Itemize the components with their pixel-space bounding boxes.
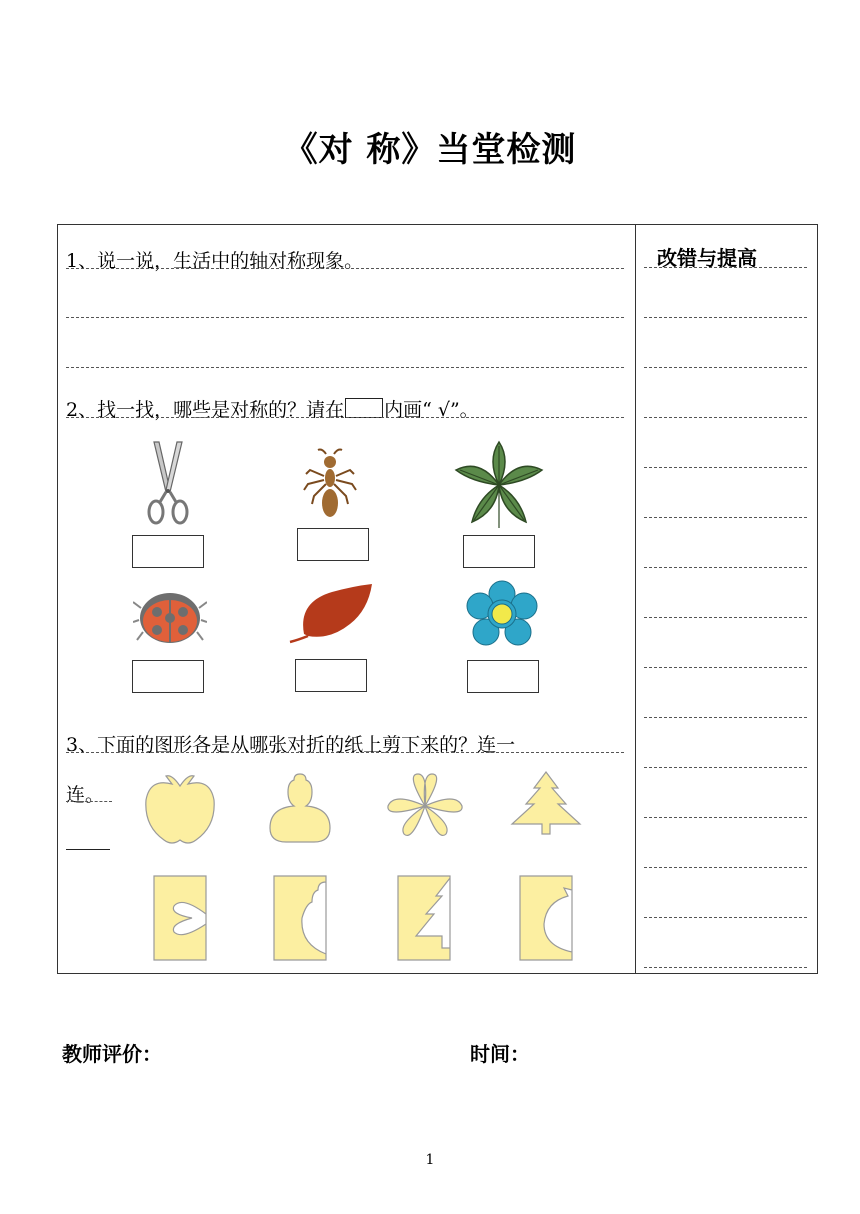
ladybug-icon bbox=[133, 588, 207, 644]
answer-line bbox=[66, 317, 624, 318]
answer-checkbox[interactable] bbox=[132, 660, 204, 693]
side-line bbox=[644, 367, 807, 368]
teacher-evaluation-label: 教师评价： bbox=[62, 1042, 162, 1066]
ant-icon bbox=[302, 448, 358, 520]
answer-checkbox[interactable] bbox=[467, 660, 539, 693]
side-line bbox=[644, 467, 807, 468]
page-number: 1 bbox=[425, 1152, 435, 1168]
side-line bbox=[644, 667, 807, 668]
answer-checkbox[interactable] bbox=[132, 535, 204, 568]
answer-line bbox=[66, 417, 624, 418]
question-1: 1、说一说，生活中的轴对称现象。 bbox=[66, 250, 364, 272]
tree-shape bbox=[508, 770, 584, 836]
side-line bbox=[644, 517, 807, 518]
apple-shape bbox=[142, 772, 218, 846]
check-box-example bbox=[345, 398, 383, 418]
side-line bbox=[644, 917, 807, 918]
side-line bbox=[644, 717, 807, 718]
question-3-continued: 连。 bbox=[66, 784, 105, 806]
answer-line bbox=[66, 268, 624, 269]
question-2-text: 2、找一找，哪些是对称的？请在 bbox=[66, 399, 345, 421]
half-gourd-paper bbox=[272, 874, 328, 962]
half-clover-paper bbox=[152, 874, 208, 962]
time-label: 时间： bbox=[470, 1042, 530, 1066]
clover-shape bbox=[384, 772, 466, 842]
side-line bbox=[644, 417, 807, 418]
side-line bbox=[644, 267, 807, 268]
answer-line bbox=[66, 752, 624, 753]
column-divider bbox=[635, 224, 636, 974]
answer-checkbox[interactable] bbox=[297, 528, 369, 561]
side-line bbox=[644, 817, 807, 818]
scissors-icon bbox=[140, 440, 196, 526]
half-apple-paper bbox=[518, 874, 574, 962]
red-leaf-icon bbox=[288, 582, 374, 646]
answer-checkbox[interactable] bbox=[463, 535, 535, 568]
side-line bbox=[644, 317, 807, 318]
half-tree-paper bbox=[396, 874, 452, 962]
answer-checkbox[interactable] bbox=[295, 659, 367, 692]
leaf-cluster-icon bbox=[452, 440, 546, 530]
side-line bbox=[644, 867, 807, 868]
side-line bbox=[644, 767, 807, 768]
side-line bbox=[644, 967, 807, 968]
question-2-text-end: 内画“ √”。 bbox=[384, 399, 479, 421]
page-title: 《对 称》当堂检测 bbox=[283, 130, 577, 170]
flower-icon bbox=[466, 580, 538, 648]
answer-line bbox=[66, 367, 624, 368]
gourd-shape bbox=[266, 772, 334, 844]
side-column-title: 改错与提高 bbox=[657, 246, 757, 270]
side-line bbox=[644, 617, 807, 618]
answer-underline bbox=[66, 849, 110, 850]
question-3: 3、下面的图形各是从哪张对折的纸上剪下来的？连一 bbox=[66, 734, 516, 756]
answer-line bbox=[66, 801, 112, 802]
side-line bbox=[644, 567, 807, 568]
